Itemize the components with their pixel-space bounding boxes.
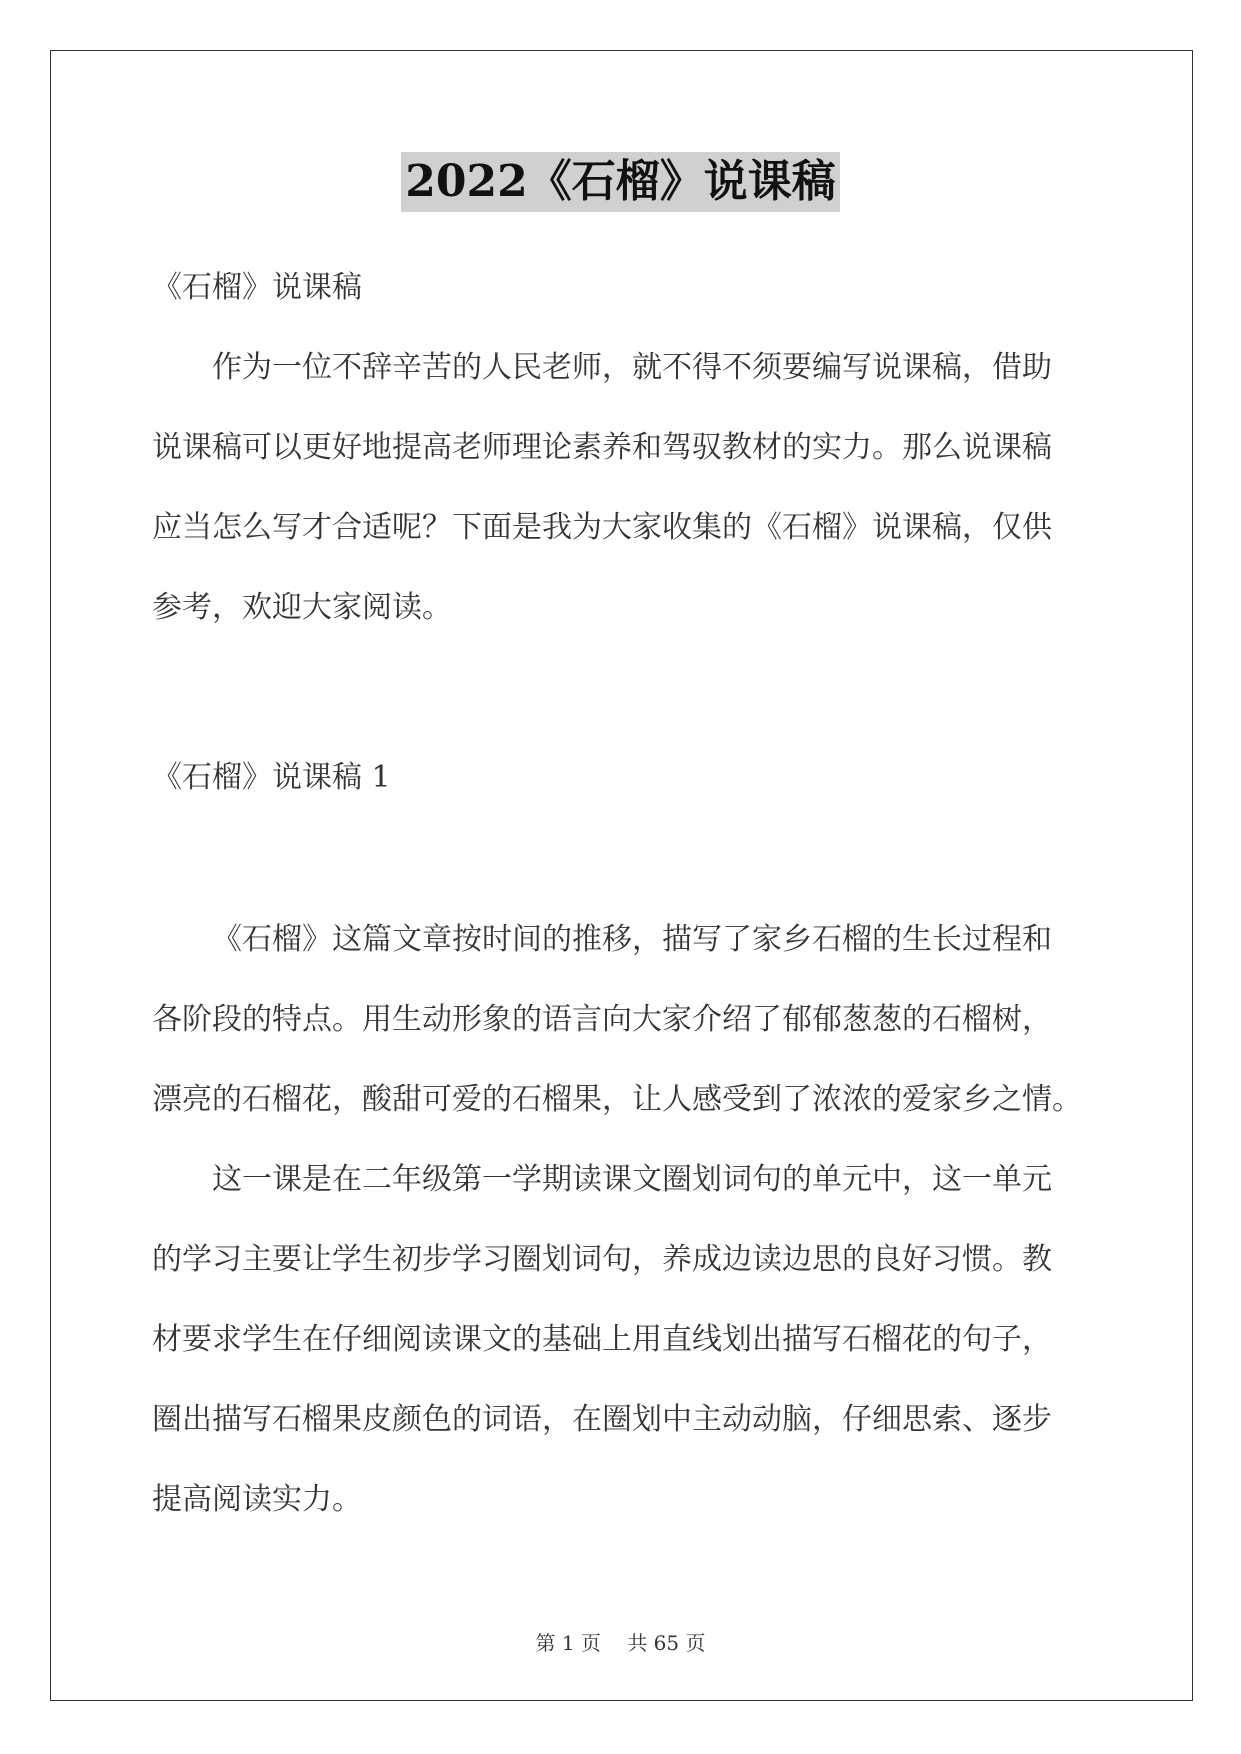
section-heading: 《石榴》说课稿 1 [152,760,391,795]
paragraph-line: 漂亮的石榴花，酸甜可爱的石榴果，让人感受到了浓浓的爱家乡之情。 [152,1082,1082,1117]
paragraph-line: 这一课是在二年级第一学期读课文圈划词句的单元中，这一单元 [212,1162,1052,1197]
document-title: 2022《石榴》说课稿 [401,152,839,212]
paragraph-line: 应当怎么写才合适呢？下面是我为大家收集的《石榴》说课稿，仅供 [152,510,1052,545]
page-total: 共 65 页 [627,1631,706,1655]
paragraph-line: 说课稿可以更好地提高老师理论素养和驾驭教材的实力。那么说课稿 [152,430,1052,465]
page-footer [0,1630,1241,1656]
paragraph-line: 的学习主要让学生初步学习圈划词句，养成边读边思的良好习惯。教 [152,1242,1052,1277]
paragraph-line: 提高阅读实力。 [152,1482,362,1517]
paragraph-line: 作为一位不辞辛苦的人民老师，就不得不须要编写说课稿，借助 [212,350,1052,385]
section-heading: 《石榴》说课稿 [152,270,362,305]
paragraph-line: 材要求学生在仔细阅读课文的基础上用直线划出描写石榴花的句子， [152,1322,1052,1357]
paragraph-line: 圈出描写石榴果皮颜色的词语，在圈划中主动动脑，仔细思索、逐步 [152,1402,1052,1437]
paragraph-line: 《石榴》这篇文章按时间的推移，描写了家乡石榴的生长过程和 [212,922,1052,957]
paragraph-line: 参考，欢迎大家阅读。 [152,590,452,625]
page-number: 第 1 页 [535,1631,601,1655]
title-container [0,152,1241,212]
paragraph-line: 各阶段的特点。用生动形象的语言向大家介绍了郁郁葱葱的石榴树， [152,1002,1052,1037]
